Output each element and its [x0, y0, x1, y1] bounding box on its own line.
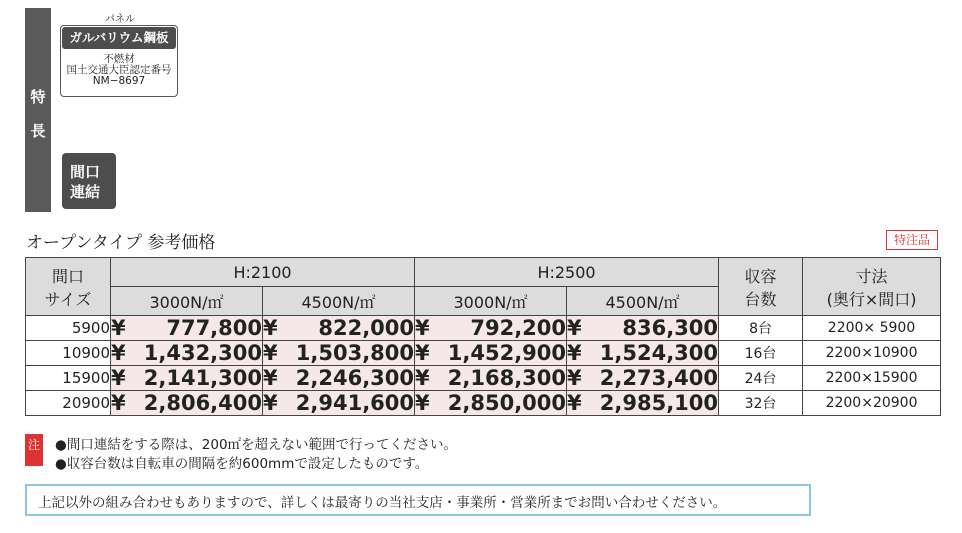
price-cell: [111, 391, 263, 416]
joint-badge-line-2: 連結: [70, 183, 101, 201]
price-value: 2,168,300: [447, 366, 567, 390]
note-badge: 注: [25, 434, 43, 466]
currency-symbol: ¥: [111, 391, 126, 415]
price-cell: [415, 366, 567, 391]
header-dim-label-2: (奥行×間口): [826, 289, 917, 309]
price-value: 1,503,800: [295, 341, 415, 365]
joint-badge: [62, 153, 116, 209]
price-cell: [111, 366, 263, 391]
price-cell: [263, 316, 415, 341]
row-dimensions: 2200×10900: [803, 341, 941, 366]
joint-badge-line-1: 間口: [70, 163, 101, 181]
price-value: 822,000: [318, 316, 415, 340]
currency-symbol: ¥: [111, 316, 126, 340]
price-cell: [415, 341, 567, 366]
header-width-label-2: サイズ: [44, 289, 92, 309]
header-load: 4500N/㎡: [263, 287, 415, 316]
price-cell: [567, 391, 719, 416]
header-load: 3000N/㎡: [111, 287, 263, 316]
row-dimensions: 2200×15900: [803, 366, 941, 391]
currency-symbol: ¥: [111, 366, 126, 390]
panel-spec-line-2: 国土交通大臣認定番号: [66, 64, 172, 76]
section-title: オープンタイプ 参考価格: [26, 233, 216, 253]
header-dim-label-1: 寸法: [855, 266, 888, 286]
row-dimensions: 2200×20900: [803, 391, 941, 416]
panel-caption: パネル: [105, 14, 135, 25]
inquiry-text: 上記以外の組み合わせもありますので、詳しくは最寄りの当社支店・事業所・営業所までお問い合わせください。: [38, 495, 727, 511]
price-value: 777,800: [166, 316, 262, 340]
price-value: 2,141,300: [143, 366, 262, 390]
row-capacity: 8台: [719, 316, 803, 341]
table-row: [26, 366, 941, 391]
price-cell: [415, 316, 567, 341]
currency-symbol: ¥: [415, 391, 430, 415]
table-row: [26, 391, 941, 416]
row-capacity: 32台: [719, 391, 803, 416]
price-cell: [415, 391, 567, 416]
price-value: 2,985,100: [599, 391, 719, 415]
row-capacity: 16台: [719, 341, 803, 366]
header-load: 4500N/㎡: [567, 287, 719, 316]
price-value: 2,246,300: [295, 366, 415, 390]
price-cell: [263, 341, 415, 366]
row-dimensions: 2200× 5900: [803, 316, 941, 341]
header-capacity: [719, 258, 803, 316]
header-width-label-1: 間口: [51, 266, 84, 286]
currency-symbol: ¥: [567, 341, 582, 365]
price-table: [25, 257, 941, 416]
panel-spec-line-1: 不燃材: [103, 53, 135, 65]
currency-symbol: ¥: [415, 366, 430, 390]
panel-spec-line-3: NM−8697: [92, 75, 146, 87]
price-value: 836,300: [622, 316, 719, 340]
currency-symbol: ¥: [415, 316, 430, 340]
currency-symbol: ¥: [415, 341, 430, 365]
currency-symbol: ¥: [567, 391, 582, 415]
currency-symbol: ¥: [567, 366, 582, 390]
price-value: 2,941,600: [295, 391, 415, 415]
feature-label-1: 特: [30, 88, 46, 106]
row-size: 5900: [26, 316, 111, 341]
note-line: ●間口連結をする際は、200㎡を超えない範囲で行ってください。: [55, 437, 458, 453]
price-cell: [263, 391, 415, 416]
currency-symbol: ¥: [263, 366, 278, 390]
header-capacity-label-2: 台数: [744, 289, 777, 309]
price-value: 792,200: [470, 316, 567, 340]
header-load: 3000N/㎡: [415, 287, 567, 316]
table-row: [26, 341, 941, 366]
note-line: ●収容台数は自転車の間隔を約600mmで設定したものです。: [55, 456, 429, 472]
table-row: [26, 316, 941, 341]
price-value: 1,432,300: [143, 341, 262, 365]
price-cell: [567, 341, 719, 366]
price-cell: [263, 366, 415, 391]
price-value: 2,273,400: [599, 366, 719, 390]
panel-material-label: ガルバリウム鋼板: [62, 27, 176, 49]
row-size: 20900: [26, 391, 111, 416]
header-capacity-label-1: 収容: [744, 266, 777, 286]
feature-side-band: [25, 8, 51, 212]
currency-symbol: ¥: [567, 316, 582, 340]
price-value: 1,524,300: [599, 341, 719, 365]
row-size: 10900: [26, 341, 111, 366]
row-capacity: 24台: [719, 366, 803, 391]
header-dimensions: [803, 258, 941, 316]
header-width-size: [26, 258, 111, 316]
currency-symbol: ¥: [263, 391, 278, 415]
price-cell: [111, 316, 263, 341]
header-height-2100: H:2100: [111, 258, 415, 287]
custom-order-tag: 特注品: [886, 230, 938, 250]
price-cell: [567, 316, 719, 341]
header-height-2500: H:2500: [415, 258, 719, 287]
feature-label-2: 長: [30, 122, 46, 140]
price-cell: [567, 366, 719, 391]
row-size: 15900: [26, 366, 111, 391]
currency-symbol: ¥: [263, 316, 278, 340]
price-value: 2,806,400: [143, 391, 262, 415]
price-value: 2,850,000: [447, 391, 567, 415]
currency-symbol: ¥: [263, 341, 278, 365]
price-value: 1,452,900: [447, 341, 567, 365]
currency-symbol: ¥: [111, 341, 126, 365]
price-cell: [111, 341, 263, 366]
